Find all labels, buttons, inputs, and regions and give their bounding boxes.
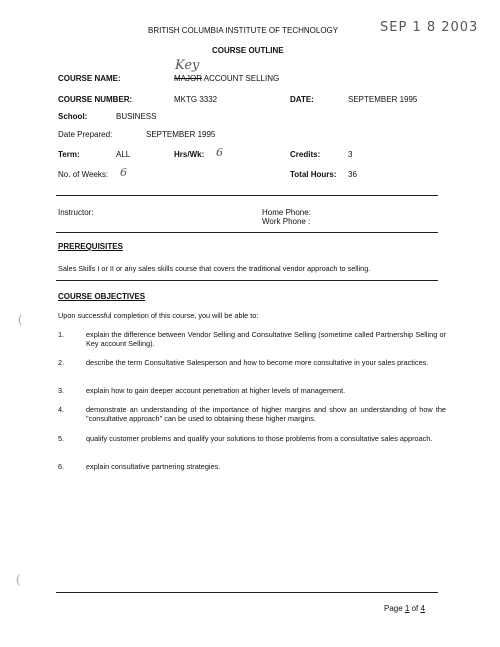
divider-footer	[56, 592, 438, 593]
objectives-intro: Upon successful completion of this course, you will be able to:	[58, 311, 259, 320]
course-number-value: MKTG 3332	[174, 95, 218, 104]
credits-value: 3	[348, 150, 353, 159]
weeks-label: No. of Weeks:	[58, 170, 109, 179]
term-label: Term:	[58, 150, 80, 159]
divider-top	[56, 195, 438, 196]
page-total: 4	[420, 604, 425, 613]
course-name-text: ACCOUNT SELLING	[203, 74, 280, 83]
page-current: 1	[404, 604, 410, 613]
date-prepared-value: SEPTEMBER 1995	[146, 130, 216, 139]
objective-text: describe the term Consultative Salesperson and how to become more consultative in your sales practices.	[86, 358, 429, 367]
page-word: Page	[384, 604, 403, 613]
objective-number: 6.	[58, 462, 65, 471]
scan-mark: (	[16, 572, 20, 586]
divider-prerequisites	[56, 280, 438, 281]
objective-text: explain how to gain deeper account penetration at higher levels of management.	[86, 386, 346, 395]
hours-per-week-label: Hrs/Wk:	[174, 150, 205, 159]
prerequisites-heading: PREREQUISITES	[58, 242, 123, 251]
objective-text: explain the difference between Vendor Selling and Consultative Selling (sometime called Partnership Selling or Key account Selling).	[86, 330, 446, 348]
hours-per-week-value: 6	[216, 146, 223, 159]
credits-label: Credits:	[290, 150, 321, 159]
date-value: SEPTEMBER 1995	[348, 95, 418, 104]
course-name-value	[174, 74, 279, 83]
date-label: DATE:	[290, 95, 314, 104]
page-of: of	[411, 604, 419, 613]
work-phone-label: Work Phone :	[262, 217, 311, 226]
document-title: COURSE OUTLINE	[212, 46, 284, 55]
handwritten-key-annotation: Key	[175, 58, 200, 73]
objective-number: 1.	[58, 330, 65, 339]
date-prepared-label: Date Prepared:	[58, 130, 113, 139]
divider-instructor	[56, 232, 438, 233]
objective-number: 2.	[58, 358, 65, 367]
objective-number: 5.	[58, 434, 65, 443]
institute-name: BRITISH COLUMBIA INSTITUTE OF TECHNOLOGY	[148, 26, 339, 35]
objective-number: 4.	[58, 405, 65, 414]
prerequisites-text: Sales Skills I or II or any sales skills course that covers the traditional vendor approach to selling.	[58, 264, 371, 273]
school-label: School:	[58, 112, 88, 121]
objectives-heading: COURSE OBJECTIVES	[58, 292, 146, 301]
course-name-label: COURSE NAME:	[58, 74, 121, 83]
course-name-struck-word: MAJOR	[174, 74, 202, 83]
page-indicator	[384, 604, 425, 613]
objective-text: explain consultative partnering strategies.	[86, 462, 221, 471]
home-phone-label: Home Phone:	[262, 208, 311, 217]
school-value: BUSINESS	[116, 112, 157, 121]
weeks-value: 6	[120, 166, 127, 179]
total-hours-value: 36	[348, 170, 357, 179]
objective-number: 3.	[58, 386, 65, 395]
course-number-label: COURSE NUMBER:	[58, 95, 133, 104]
instructor-label: Instructor:	[58, 208, 94, 217]
objective-text: demonstrate an understanding of the importance of higher margins and show an understanding of how the "consultative approach" can be used to obtaining these higher margins.	[86, 405, 446, 423]
total-hours-label: Total Hours:	[290, 170, 337, 179]
scan-mark: (	[18, 312, 22, 326]
received-date-stamp: SEP 1 8 2003	[380, 20, 479, 35]
objective-text: qualify customer problems and qualify your solutions to those problems from a consultative sales approach.	[86, 434, 433, 443]
term-value: ALL	[116, 150, 131, 159]
